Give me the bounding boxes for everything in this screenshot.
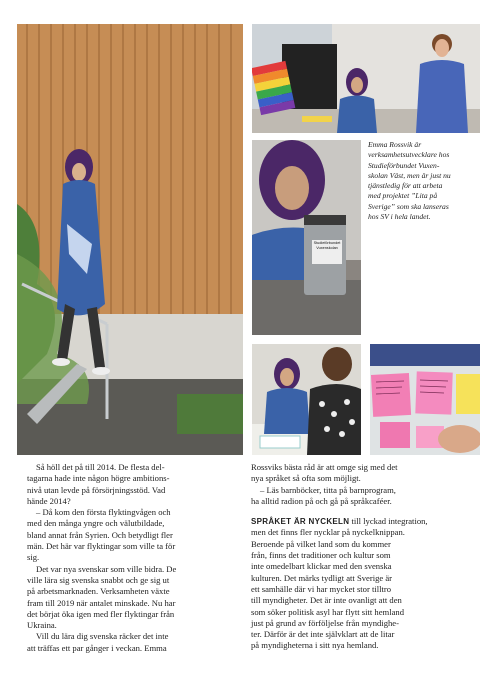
paragraph: – Läs barnböcker, titta på barnprogram, ha alltid radion på och gå på språkcaféer. — [251, 484, 396, 506]
article-column-left — [27, 462, 239, 654]
paragraph: Vill du lära dig svenska räcker det inte att träffas ett par gånger i veckan. Emma — [27, 631, 169, 653]
photo-caption: Emma Rossvik är verksamhetsutvecklare hos Studieförbundet Vuxen- skolan Väst, men är just nu tjänstledig för att arbeta med projektet ”Lita på Sverige” som ska lanseras hos SV i hela landet. — [368, 140, 451, 222]
photo-office-pride-flag — [252, 24, 480, 133]
photo-woman-on-stairs — [17, 24, 243, 455]
photo-two-women-at-table — [252, 344, 361, 455]
paragraph: Rossviks bästa råd är att omge sig med det nya språket så ofta som möjligt. — [251, 462, 398, 484]
paragraph: Så höll det på till 2014. De flesta del- tagarna hade inte någon högre ambitions- nivå utan levde på försörjningsstöd. Vad hände 2014? — [27, 462, 170, 506]
paragraph: Det var nya svenskar som ville bidra. De ville lära sig svenska snabbt och ge sig ut på arbetsmarknaden. Verksamheten växte fram till 2019 när antalet minskade. Nu har det börjat öka igen med fler flyktingar från Ukraina. — [27, 563, 177, 631]
photo-woman-with-mug — [252, 140, 361, 335]
photo-sticky-notes — [370, 344, 480, 455]
paragraph: SPRÅKET ÄR NYCKELN till lyckad integration, men det finns fler nycklar på nyckelknippan. Beroende på vilket land som du kommer från, finns det traditioner och kultur som inte omedelbart klickar med den svenska kulturen. Det märks tydligt att Sverige är ett samhälle där vi har mycket stor tilltro till myndigheter. Det är inte ovanligt att den som söker politisk asyl har flytt sitt hemland just på grund av förföljelse från myndighe- ter. Därför är det inte självklart att de litar på myndigheterna i sitt nya hemland. — [251, 516, 428, 651]
section-lead: SPRÅKET ÄR NYCKELN — [251, 517, 350, 527]
mug-label: Studieförbundet Vuxenskolan — [313, 241, 341, 250]
article-column-right — [251, 462, 483, 652]
paragraph: – Då kom den första flyktingvågen och med den många yngre och välutbildade, bland annat från Syrien. Och betydligt fler män. Det här var flyktingar som ville ta för sig. — [27, 507, 176, 563]
